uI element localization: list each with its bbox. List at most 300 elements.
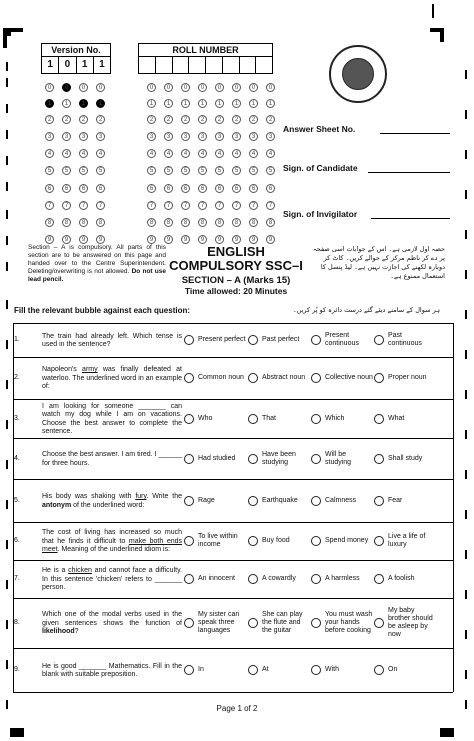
- table-rule: [13, 357, 453, 358]
- version-label: Version No.: [42, 44, 110, 57]
- timing-tick: [6, 262, 8, 271]
- answer-option-label: Rage: [198, 496, 215, 504]
- roll-cell[interactable]: [189, 57, 206, 73]
- version-bubble[interactable]: 0: [45, 83, 54, 92]
- version-bubble[interactable]: 4: [62, 149, 71, 158]
- version-bubble[interactable]: 5: [96, 166, 105, 175]
- roll-number-bubble[interactable]: 0: [232, 83, 241, 92]
- answer-option[interactable]: [311, 651, 373, 689]
- question-text-part: make both ends meet: [42, 537, 183, 554]
- answer-option-label: A harmless: [325, 575, 360, 582]
- urdu-fill-instruction: ہر سوال کے سامنے دیئے گئے درست دائرہ کو پُر کریں۔: [292, 306, 440, 314]
- answer-option-label: In: [198, 666, 204, 673]
- question-text-part: chicken: [68, 567, 92, 575]
- answer-bubble[interactable]: [311, 496, 321, 506]
- roll-number-bubble[interactable]: 9: [215, 235, 224, 244]
- answer-option[interactable]: [248, 441, 310, 476]
- answer-option[interactable]: [248, 402, 310, 435]
- question-text-body: [42, 611, 182, 637]
- version-bubble[interactable]: 1: [45, 99, 54, 108]
- signature-invigilator-label: Sign. of Invigilator: [283, 209, 358, 219]
- answer-bubble[interactable]: [311, 574, 321, 584]
- roll-cell[interactable]: [223, 57, 240, 73]
- table-border: [453, 323, 454, 692]
- version-bubble[interactable]: 5: [79, 166, 88, 175]
- question-text: [42, 483, 182, 520]
- roll-number-bubble[interactable]: 2: [215, 115, 224, 124]
- version-bubble[interactable]: 7: [79, 201, 88, 210]
- answer-option-label: My baby brother should be asleep by now: [388, 607, 433, 638]
- question-text: [42, 327, 182, 355]
- answer-option[interactable]: [184, 601, 246, 645]
- roll-number-bubble[interactable]: 6: [164, 184, 173, 193]
- version-bubble[interactable]: 6: [45, 184, 54, 193]
- version-bubble[interactable]: 0: [96, 83, 105, 92]
- version-bubble[interactable]: 3: [45, 132, 54, 141]
- version-bubble[interactable]: 9: [45, 235, 54, 244]
- roll-number-bubble[interactable]: 4: [164, 149, 173, 158]
- version-bubble[interactable]: 4: [96, 149, 105, 158]
- answer-bubble[interactable]: [184, 665, 194, 675]
- timing-tick: [465, 470, 467, 479]
- roll-number-bubble[interactable]: 6: [215, 184, 224, 193]
- version-bubble[interactable]: 8: [96, 218, 105, 227]
- roll-number-bubble[interactable]: 2: [266, 115, 275, 124]
- table-rule: [13, 560, 453, 561]
- answer-bubble[interactable]: [311, 454, 321, 464]
- answer-bubble[interactable]: [311, 665, 321, 675]
- roll-number-bubble[interactable]: 7: [181, 201, 190, 210]
- answer-bubble[interactable]: [184, 496, 194, 506]
- question-number: 4.: [14, 454, 20, 462]
- answer-option[interactable]: [311, 601, 373, 645]
- question-text: [42, 442, 182, 477]
- roll-cell[interactable]: [156, 57, 173, 73]
- answer-option-label: Who: [198, 414, 213, 422]
- question-text-body: [42, 451, 182, 468]
- roll-number-bubble[interactable]: 4: [249, 149, 258, 158]
- timing-tick: [465, 430, 467, 439]
- answer-bubble[interactable]: [374, 665, 384, 675]
- roll-number-bubble[interactable]: 8: [147, 218, 156, 227]
- version-bubble[interactable]: 2: [79, 115, 88, 124]
- version-bubble[interactable]: 6: [96, 184, 105, 193]
- answer-bubble[interactable]: [374, 618, 384, 628]
- answer-bubble[interactable]: [248, 496, 258, 506]
- answer-option-label: Which: [325, 414, 345, 422]
- answer-option-label: Earthquake: [262, 496, 298, 504]
- answer-bubble[interactable]: [374, 454, 384, 464]
- answer-option-label: A cowardly: [262, 575, 296, 582]
- roll-number-bubble[interactable]: 0: [164, 83, 173, 92]
- roll-number-bubble[interactable]: 5: [164, 166, 173, 175]
- answer-option-label: On: [388, 666, 398, 673]
- answer-option[interactable]: [374, 402, 436, 435]
- answer-option[interactable]: [248, 360, 310, 396]
- roll-number-bubble[interactable]: 3: [164, 132, 173, 141]
- version-bubble[interactable]: 6: [62, 184, 71, 193]
- answer-option[interactable]: [374, 651, 436, 689]
- roll-number-bubble[interactable]: 9: [198, 235, 207, 244]
- answer-option[interactable]: [311, 326, 373, 354]
- roll-cell[interactable]: [139, 57, 156, 73]
- roll-number-bubble[interactable]: 6: [249, 184, 258, 193]
- answer-option[interactable]: [184, 482, 246, 519]
- roll-number-bubble[interactable]: 2: [181, 115, 190, 124]
- roll-cell[interactable]: [173, 57, 190, 73]
- roll-number-label: ROLL NUMBER: [139, 44, 272, 57]
- timing-tick: [465, 70, 467, 79]
- roll-number-bubble[interactable]: 0: [181, 83, 190, 92]
- version-bubble[interactable]: 0: [79, 83, 88, 92]
- roll-number-bubble[interactable]: 7: [215, 201, 224, 210]
- question-text: [42, 564, 182, 596]
- answer-option-label: Past continuous: [388, 332, 422, 347]
- answer-option-label: Calmness: [325, 496, 357, 504]
- answer-bubble[interactable]: [374, 536, 384, 546]
- answer-bubble[interactable]: [184, 618, 194, 628]
- answer-option[interactable]: [184, 441, 246, 476]
- question-text-part: and cannot face a difficulty. In this sentence 'chicken' refers to _______ person.: [42, 567, 182, 592]
- roll-cell[interactable]: [256, 57, 272, 73]
- roll-number-bubble[interactable]: 3: [232, 132, 241, 141]
- version-bubble[interactable]: 5: [45, 166, 54, 175]
- urdu-instructions: حصہ اول لازمی ہے۔ اس کے جوابات اسی صفحہ پر دے کر ناظم مرکز کے حوالے کریں۔ کاٹ کر دوبارہ لکھنے کی اجازت نہیں ہے۔ لیڈ پنسل کا استعمال ممنوع ہے۔: [312, 245, 445, 280]
- answer-option-label: Present perfect: [198, 336, 246, 343]
- version-bubble[interactable]: 3: [62, 132, 71, 141]
- roll-number-bubble[interactable]: 4: [147, 149, 156, 158]
- version-bubble[interactable]: 9: [62, 235, 71, 244]
- question-text-part: He is a: [42, 567, 69, 575]
- roll-number-bubble[interactable]: 3: [215, 132, 224, 141]
- timing-tick: [6, 300, 8, 309]
- version-digit: 1: [99, 59, 105, 70]
- answer-option[interactable]: [311, 441, 373, 476]
- answer-bubble[interactable]: [311, 335, 321, 345]
- timing-tick: [465, 390, 467, 399]
- version-bubble[interactable]: 1: [79, 99, 88, 108]
- roll-number-bubble[interactable]: 3: [249, 132, 258, 141]
- version-bubble[interactable]: 3: [96, 132, 105, 141]
- roll-number-bubble[interactable]: 4: [198, 149, 207, 158]
- timing-tick: [6, 104, 8, 113]
- roll-number-bubble[interactable]: 3: [198, 132, 207, 141]
- version-bubble[interactable]: 5: [62, 166, 71, 175]
- roll-number-bubble[interactable]: 1: [181, 99, 190, 108]
- instructions-block: [28, 244, 166, 284]
- roll-number-bubble[interactable]: 2: [232, 115, 241, 124]
- version-bubble[interactable]: 7: [62, 201, 71, 210]
- roll-number-bubble[interactable]: 4: [232, 149, 241, 158]
- question-text-part: His body was shaking with: [42, 493, 136, 500]
- roll-number-bubble[interactable]: 8: [181, 218, 190, 227]
- roll-number-bubble[interactable]: 6: [181, 184, 190, 193]
- question-number: 5.: [14, 496, 20, 504]
- answer-option[interactable]: [311, 482, 373, 519]
- roll-number-bubble[interactable]: 2: [164, 115, 173, 124]
- version-bubble[interactable]: 9: [79, 235, 88, 244]
- question-number: 6.: [14, 537, 20, 544]
- timing-tick: [6, 78, 8, 87]
- answer-bubble[interactable]: [374, 496, 384, 506]
- timing-tick: [465, 590, 467, 599]
- instructions-warning: Do not use lead pencil.: [28, 268, 166, 283]
- registration-mark-top-left-fill: [3, 28, 11, 36]
- answer-bubble[interactable]: [248, 536, 258, 546]
- timing-tick: [465, 350, 467, 359]
- answer-bubble[interactable]: [248, 618, 258, 628]
- version-bubble[interactable]: 8: [45, 218, 54, 227]
- roll-number-bubble[interactable]: 9: [232, 235, 241, 244]
- answer-option[interactable]: [248, 651, 310, 689]
- roll-number-bubble[interactable]: 1: [249, 99, 258, 108]
- answer-option[interactable]: [311, 360, 373, 396]
- answer-option[interactable]: [184, 651, 246, 689]
- answer-bubble[interactable]: [374, 414, 384, 424]
- answer-option-label: You must wash your hands before cooking: [325, 611, 373, 634]
- answer-option-label: Common noun: [198, 374, 244, 381]
- roll-number-bubble[interactable]: 1: [266, 99, 275, 108]
- version-bubble[interactable]: 9: [96, 235, 105, 244]
- timing-tick: [6, 620, 8, 629]
- timing-tick: [465, 670, 467, 679]
- answer-option[interactable]: [248, 525, 310, 557]
- signature-candidate-line[interactable]: [368, 172, 450, 173]
- version-bubble[interactable]: 2: [96, 115, 105, 124]
- roll-number-bubble[interactable]: 6: [147, 184, 156, 193]
- timing-tick: [465, 550, 467, 559]
- question-text-body: [42, 567, 182, 593]
- table-rule: [13, 522, 453, 523]
- version-bubble[interactable]: 2: [62, 115, 71, 124]
- answer-option[interactable]: [248, 601, 310, 645]
- answer-option[interactable]: [374, 360, 436, 396]
- answer-bubble[interactable]: [184, 414, 194, 424]
- table-rule: [13, 323, 453, 324]
- version-bubble[interactable]: 8: [79, 218, 88, 227]
- answer-option-label: Had studied: [198, 454, 236, 462]
- version-bubble[interactable]: 6: [79, 184, 88, 193]
- question-text-part: Napoleon's: [42, 366, 83, 374]
- answer-bubble[interactable]: [248, 414, 258, 424]
- roll-number-bubble[interactable]: 4: [215, 149, 224, 158]
- table-rule: [13, 438, 453, 439]
- timing-tick: [6, 500, 8, 509]
- answer-option[interactable]: [184, 402, 246, 435]
- answer-option[interactable]: [184, 326, 246, 354]
- answer-bubble[interactable]: [311, 414, 321, 424]
- version-bubble[interactable]: 7: [96, 201, 105, 210]
- roll-number-bubble[interactable]: 5: [147, 166, 156, 175]
- question-text-body: [42, 403, 182, 437]
- roll-cell[interactable]: [206, 57, 223, 73]
- question-text-part: I am looking for someone _______ can watch my dog while I am on vacations. Choose the best answer to complete the sentence.: [42, 402, 182, 435]
- answer-option-label: She can play the flute and the guitar: [262, 611, 303, 634]
- roll-number-bubble[interactable]: 6: [232, 184, 241, 193]
- version-bubble[interactable]: 0: [62, 83, 71, 92]
- answer-bubble[interactable]: [248, 665, 258, 675]
- answer-option-label: My sister can speak three languages: [198, 611, 240, 634]
- answer-bubble[interactable]: [248, 373, 258, 383]
- roll-number-bubble[interactable]: 1: [164, 99, 173, 108]
- question-text-part: of the underlined word:: [71, 501, 145, 509]
- answer-option-label: An innocent: [198, 575, 235, 582]
- roll-number-bubble[interactable]: 2: [249, 115, 258, 124]
- version-bubble[interactable]: 4: [79, 149, 88, 158]
- answer-bubble[interactable]: [184, 536, 194, 546]
- answer-option-label: Live a life of luxury: [388, 533, 426, 548]
- answer-option[interactable]: [311, 402, 373, 435]
- roll-number-bubble[interactable]: 9: [147, 235, 156, 244]
- roll-number-bubble[interactable]: 5: [266, 166, 275, 175]
- answer-option[interactable]: [374, 441, 436, 476]
- roll-number-bubble[interactable]: 9: [181, 235, 190, 244]
- question-text: [42, 526, 182, 558]
- question-text: [42, 602, 182, 646]
- answer-option[interactable]: [374, 525, 436, 557]
- answer-option-label: At: [262, 666, 269, 673]
- answer-option-label: Will be studying: [325, 450, 352, 466]
- roll-number-bubble[interactable]: 0: [147, 83, 156, 92]
- fill-instruction: Fill the relevant bubble against each question:: [14, 306, 191, 315]
- roll-number-bubble[interactable]: 5: [215, 166, 224, 175]
- answer-option[interactable]: [248, 482, 310, 519]
- roll-number-bubble[interactable]: 5: [198, 166, 207, 175]
- answer-option[interactable]: [374, 601, 436, 645]
- roll-number-bubble[interactable]: 2: [147, 115, 156, 124]
- answer-bubble[interactable]: [374, 335, 384, 345]
- answer-option[interactable]: [248, 326, 310, 354]
- version-bubble[interactable]: 8: [62, 218, 71, 227]
- roll-number-bubble[interactable]: 8: [232, 218, 241, 227]
- roll-number-bubble[interactable]: 8: [215, 218, 224, 227]
- version-bubble[interactable]: 3: [79, 132, 88, 141]
- roll-number-bubble[interactable]: 4: [266, 149, 275, 158]
- roll-number-bubble[interactable]: 6: [198, 184, 207, 193]
- roll-number-bubble[interactable]: 8: [249, 218, 258, 227]
- answer-option[interactable]: [248, 563, 310, 595]
- question-text-part: The cost of living has increased so much that he finds it difficult to: [42, 529, 182, 545]
- answer-bubble[interactable]: [248, 574, 258, 584]
- roll-number-bubble[interactable]: 3: [147, 132, 156, 141]
- answer-bubble[interactable]: [311, 536, 321, 546]
- answer-option-label: Present continuous: [325, 332, 359, 347]
- question-text-part: Choose the best answer. I am tired. I ______ for three hours.: [42, 451, 182, 467]
- answer-option[interactable]: [374, 326, 436, 354]
- answer-option[interactable]: [311, 525, 373, 557]
- roll-number-bubble[interactable]: 1: [232, 99, 241, 108]
- roll-number-bubble[interactable]: 3: [266, 132, 275, 141]
- question-text: [42, 403, 182, 436]
- roll-number-bubble[interactable]: 6: [266, 184, 275, 193]
- answer-sheet-line[interactable]: [380, 133, 450, 134]
- roll-number-bubble[interactable]: 5: [232, 166, 241, 175]
- time-allowed: Time allowed: 20 Minutes: [184, 286, 288, 296]
- answer-bubble[interactable]: [311, 618, 321, 628]
- roll-number-box: [138, 43, 273, 74]
- roll-number-bubble[interactable]: 9: [266, 235, 275, 244]
- roll-number-bubble[interactable]: 5: [181, 166, 190, 175]
- roll-number-bubble[interactable]: 2: [198, 115, 207, 124]
- answer-bubble[interactable]: [374, 373, 384, 383]
- signature-candidate-label: Sign. of Candidate: [283, 163, 358, 173]
- question-number: 1.: [14, 336, 20, 343]
- version-bubble[interactable]: 7: [45, 201, 54, 210]
- question-number: 3.: [14, 414, 20, 422]
- version-bubble[interactable]: 2: [45, 115, 54, 124]
- timing-tick: [465, 110, 467, 119]
- timing-tick: [6, 340, 8, 349]
- roll-number-bubble[interactable]: 1: [215, 99, 224, 108]
- timing-tick: [465, 310, 467, 319]
- version-bubble[interactable]: 4: [45, 149, 54, 158]
- roll-cell[interactable]: [240, 57, 257, 73]
- answer-bubble[interactable]: [374, 574, 384, 584]
- answer-option[interactable]: [184, 360, 246, 396]
- question-text-part: Which one of the modal verbs used in the given sentences shows the function of: [42, 611, 182, 627]
- answer-option-label: With: [325, 666, 339, 673]
- roll-number-bubble[interactable]: 8: [266, 218, 275, 227]
- roll-number-bubble[interactable]: 5: [249, 166, 258, 175]
- registration-mark-top-right: [430, 28, 444, 42]
- roll-number-bubble[interactable]: 7: [249, 201, 258, 210]
- roll-number-bubble[interactable]: 0: [249, 83, 258, 92]
- roll-number-bubble[interactable]: 7: [198, 201, 207, 210]
- signature-invigilator-line[interactable]: [371, 218, 450, 219]
- roll-number-bubble[interactable]: 8: [164, 218, 173, 227]
- answer-option[interactable]: [374, 482, 436, 519]
- answer-option[interactable]: [184, 525, 246, 557]
- roll-number-bubble[interactable]: 7: [147, 201, 156, 210]
- answer-bubble[interactable]: [184, 335, 194, 345]
- answer-option[interactable]: [311, 563, 373, 595]
- timing-tick: [465, 270, 467, 279]
- answer-bubble[interactable]: [248, 454, 258, 464]
- version-box: [41, 43, 111, 74]
- answer-bubble[interactable]: [311, 373, 321, 383]
- timing-tick: [6, 460, 8, 469]
- answer-option[interactable]: [184, 563, 246, 595]
- roll-number-bubble[interactable]: 9: [249, 235, 258, 244]
- question-text-part: ?: [74, 628, 79, 636]
- roll-number-bubble[interactable]: 3: [181, 132, 190, 141]
- roll-number-bubble[interactable]: 9: [164, 235, 173, 244]
- roll-number-bubble[interactable]: 0: [266, 83, 275, 92]
- roll-number-bubble[interactable]: 0: [215, 83, 224, 92]
- roll-number-bubble[interactable]: 1: [147, 99, 156, 108]
- roll-number-bubble[interactable]: 0: [198, 83, 207, 92]
- version-bubble[interactable]: 1: [96, 99, 105, 108]
- roll-number-bubble[interactable]: 7: [266, 201, 275, 210]
- answer-bubble[interactable]: [184, 454, 194, 464]
- answer-option[interactable]: [374, 563, 436, 595]
- question-text-part: army: [82, 366, 98, 374]
- answer-bubble[interactable]: [184, 373, 194, 383]
- answer-bubble[interactable]: [248, 335, 258, 345]
- roll-number-bubble[interactable]: 7: [164, 201, 173, 210]
- answer-option-label: To live within income: [198, 533, 238, 548]
- roll-number-bubble[interactable]: 7: [232, 201, 241, 210]
- answer-option-label: Spend money: [325, 537, 369, 544]
- version-bubble[interactable]: 1: [62, 99, 71, 108]
- roll-number-bubble[interactable]: 8: [198, 218, 207, 227]
- answer-bubble[interactable]: [184, 574, 194, 584]
- roll-number-bubble[interactable]: 4: [181, 149, 190, 158]
- version-digit: 0: [59, 57, 76, 73]
- question-text: [42, 361, 182, 397]
- question-text-part: The train had already left. Which tense is used in the sentence?: [42, 332, 182, 348]
- roll-number-bubble[interactable]: 1: [198, 99, 207, 108]
